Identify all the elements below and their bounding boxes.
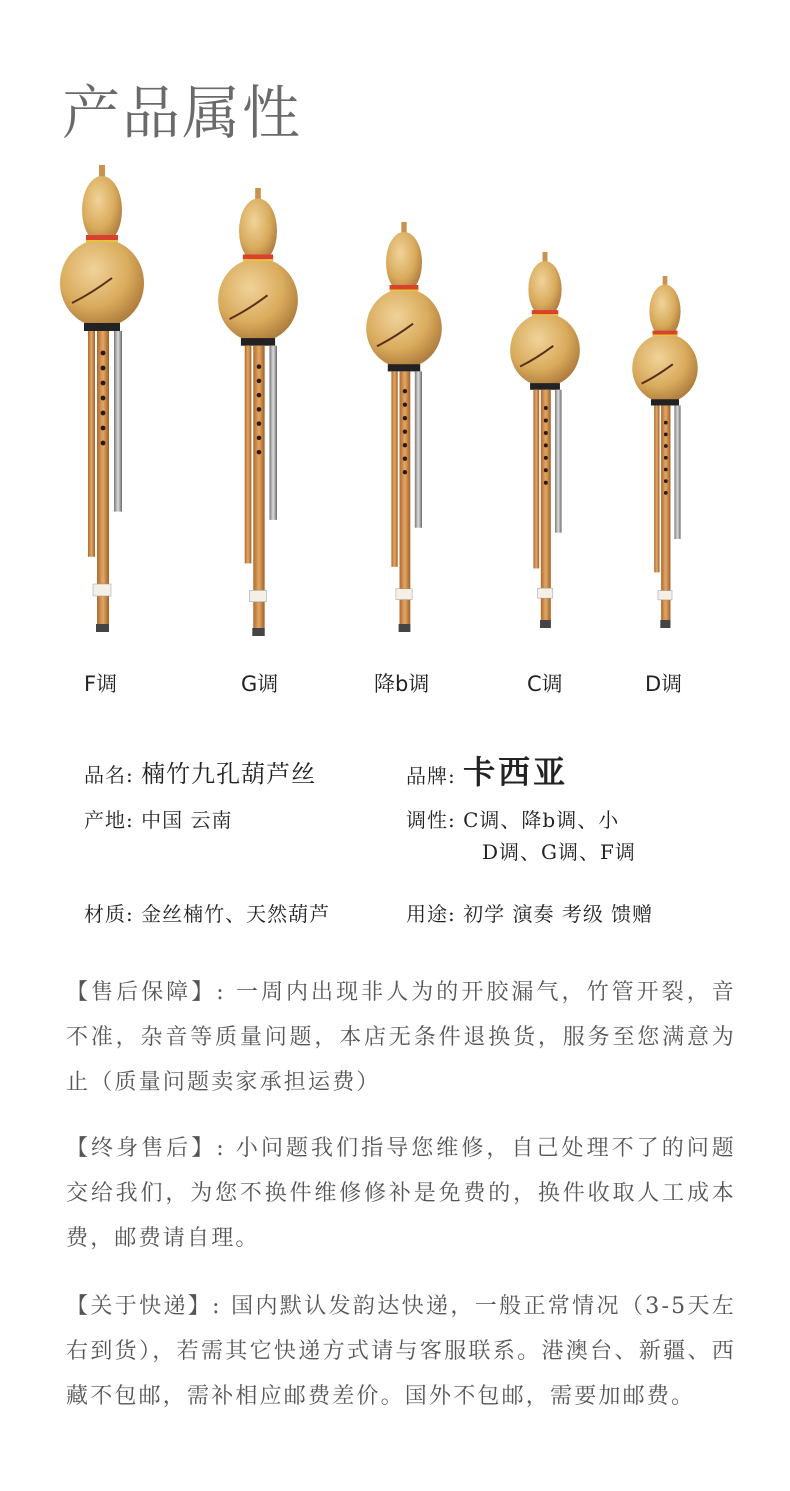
pipe-label xyxy=(249,590,266,601)
finger-hole xyxy=(403,470,407,474)
side-pipe-right xyxy=(114,331,122,512)
gourd-lower xyxy=(510,313,580,386)
finger-hole xyxy=(101,441,106,446)
key-label-d: D调 xyxy=(645,672,683,696)
finger-hole xyxy=(257,364,262,369)
spec-name-value: 楠竹九孔葫芦丝 xyxy=(141,760,317,788)
gourd-band-stripe xyxy=(243,259,273,261)
finger-hole xyxy=(101,426,106,431)
gourd-upper xyxy=(239,198,277,263)
side-pipe-left xyxy=(654,405,659,572)
spec-tuning-label: 调性: xyxy=(406,808,456,832)
spec-origin-value: 中国 云南 xyxy=(141,808,233,832)
finger-hole xyxy=(664,456,668,460)
side-pipe-right xyxy=(674,405,680,539)
hulusi-product-image xyxy=(0,150,790,650)
spec-brand-label: 品牌: xyxy=(406,764,456,788)
gourd-band-stripe xyxy=(653,335,678,337)
finger-hole xyxy=(257,450,262,455)
gourd-lower xyxy=(218,258,298,342)
spec-tuning-cont xyxy=(482,836,636,865)
policy-shipping: 【关于快递】: 国内默认发韵达快递，一般正常情况（3-5天左右到货），若需其它快递方式请与客服联系。港澳台、新疆、西藏不包邮，需补相应邮费差价。国外不包邮，需要加邮费。 xyxy=(66,1294,736,1409)
gourd-lower xyxy=(632,334,698,403)
finger-hole xyxy=(664,421,668,425)
spec-origin-label: 产地: xyxy=(84,808,134,832)
gourd-band xyxy=(653,331,678,335)
spec-tuning-value-line2: D调、G调、F调 xyxy=(482,840,636,864)
gourd-band-stripe xyxy=(532,314,559,316)
spec-material-value: 金丝楠竹、天然葫芦 xyxy=(141,902,331,926)
gourd-ring xyxy=(530,383,560,390)
gourd-upper xyxy=(82,176,122,244)
finger-hole xyxy=(403,430,407,434)
key-label-c: C调 xyxy=(527,672,563,696)
finger-hole xyxy=(544,431,548,435)
spec-usage-label: 用途: xyxy=(406,902,456,926)
finger-hole xyxy=(101,351,106,356)
key-label-g: G调 xyxy=(241,672,279,696)
finger-hole xyxy=(257,379,262,384)
key-label-f: F调 xyxy=(84,672,118,696)
gourd-band xyxy=(243,255,273,260)
spec-material xyxy=(84,898,330,927)
finger-hole xyxy=(544,456,548,460)
finger-hole xyxy=(403,416,407,420)
finger-hole xyxy=(257,421,262,426)
side-pipe-right xyxy=(555,390,562,533)
side-pipe-left xyxy=(533,390,539,569)
pipe-cap xyxy=(96,624,109,632)
finger-hole xyxy=(544,406,548,410)
finger-hole xyxy=(101,366,106,371)
spec-material-label: 材质: xyxy=(84,902,134,926)
policy-lifetime-service: 【终身售后】: 小问题我们指导您维修，自己处理不了的问题交给我们，为您不换件维修修补是免费的，换件收取人工成本费，邮费请自理。 xyxy=(66,1136,736,1251)
finger-hole xyxy=(257,393,262,398)
spec-name-label: 品名: xyxy=(84,763,134,787)
side-pipe-left xyxy=(88,331,95,557)
side-pipe-right xyxy=(269,346,277,520)
finger-hole xyxy=(101,381,106,386)
pipe-label xyxy=(93,584,111,596)
pipe-label xyxy=(658,591,672,600)
spec-brand-value: 卡西亚 xyxy=(463,753,569,791)
gourd-ring xyxy=(651,399,679,405)
spec-usage xyxy=(406,898,653,927)
gourd-band xyxy=(532,310,559,314)
gourd-band xyxy=(86,235,118,240)
key-label-bb: 降b调 xyxy=(374,672,430,696)
pipe-cap xyxy=(399,624,411,632)
pipe-cap xyxy=(540,620,551,628)
finger-hole xyxy=(257,436,262,441)
gourd-upper xyxy=(386,232,422,293)
side-pipe-left xyxy=(391,371,397,566)
finger-hole xyxy=(664,491,668,495)
finger-hole xyxy=(403,389,407,393)
spec-name xyxy=(84,754,316,789)
spec-brand xyxy=(406,747,568,793)
gourd-band-stripe xyxy=(390,290,419,292)
finger-hole xyxy=(403,443,407,447)
spec-tuning-value-line1: C调、降b调、小 xyxy=(463,808,620,832)
pipe-cap xyxy=(252,628,264,636)
gourd-ring xyxy=(241,338,275,346)
gourd-band xyxy=(390,285,419,290)
gourd-upper xyxy=(528,261,561,317)
finger-hole xyxy=(664,444,668,448)
pipe-label xyxy=(538,588,553,598)
spec-usage-value: 初学 演奏 考级 馈赠 xyxy=(463,902,654,926)
finger-hole xyxy=(664,432,668,436)
spec-tuning xyxy=(406,804,619,833)
side-pipe-left xyxy=(245,346,252,564)
finger-hole xyxy=(544,443,548,447)
pipe-cap xyxy=(660,620,670,628)
finger-hole xyxy=(544,418,548,422)
gourd-ring xyxy=(84,323,120,331)
finger-hole xyxy=(403,457,407,461)
finger-hole xyxy=(544,468,548,472)
spec-origin xyxy=(84,804,232,833)
finger-hole xyxy=(544,481,548,485)
gourd-lower xyxy=(366,289,442,368)
gourd-band-stripe xyxy=(86,240,118,242)
gourd-lower xyxy=(60,239,144,327)
finger-hole xyxy=(101,396,106,401)
page-title: 产品属性 xyxy=(62,79,303,147)
finger-hole xyxy=(664,479,668,483)
pipe-label xyxy=(396,589,412,600)
finger-hole xyxy=(664,468,668,472)
finger-hole xyxy=(403,403,407,407)
gourd-ring xyxy=(388,364,420,371)
finger-hole xyxy=(257,407,262,412)
finger-hole xyxy=(101,411,106,416)
gourd-upper xyxy=(649,285,680,338)
policy-after-sales: 【售后保障】: 一周内出现非人为的开胶漏气，竹管开裂，音不准，杂音等质量问题，本店无条件退换货，服务至您满意为止（质量问题卖家承担运费） xyxy=(66,980,736,1095)
side-pipe-right xyxy=(415,371,422,527)
